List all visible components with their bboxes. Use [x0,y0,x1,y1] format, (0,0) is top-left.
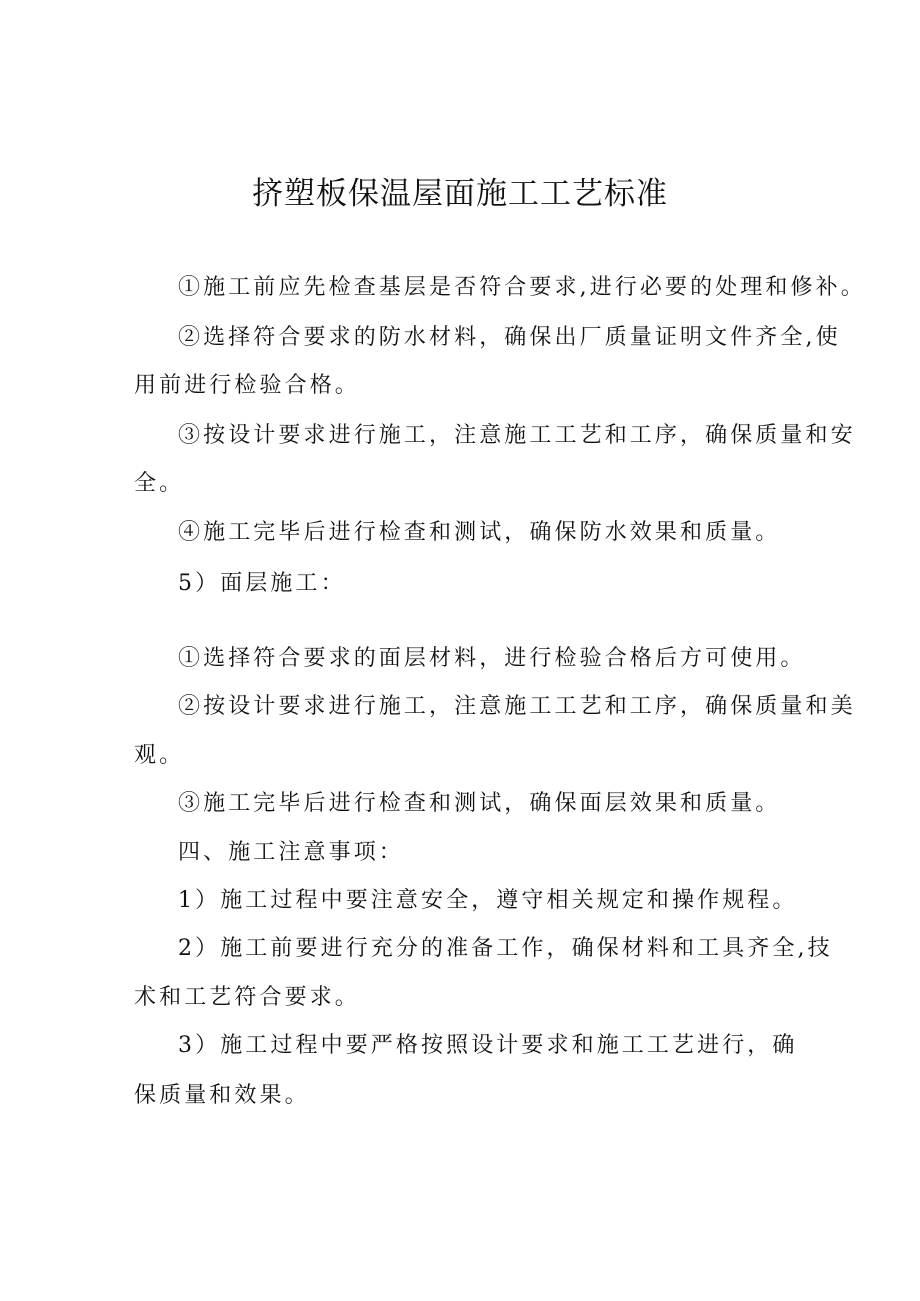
paragraph-line: 用前进行检验合格。 [134,373,360,398]
paragraph-line: ①选择符合要求的面层材料，进行检验合格后方可使用。 [178,646,806,671]
paragraph-line: 3）施工过程中要严格按照设计要求和施工工艺进行，确 [178,1033,798,1058]
paragraph-line: 观。 [134,743,185,768]
section-heading: 四、施工注意事项： [178,840,404,865]
paragraph-line: ②选择符合要求的防水材料，确保出厂质量证明文件齐全,使 [178,325,841,350]
paragraph-line: 2）施工前要进行充分的准备工作，确保材料和工具齐全,技 [178,936,833,961]
paragraph-line: ④施工完毕后进行检查和测试，确保防水效果和质量。 [178,520,781,545]
paragraph-line: 全。 [134,471,185,496]
document-title: 挤塑板保温屋面施工工艺标准 [252,176,668,212]
paragraph-line: ①施工前应先检查基层是否符合要求,进行必要的处理和修补。 [178,275,866,300]
paragraph-line: 保质量和效果。 [134,1083,310,1108]
paragraph-line: 术和工艺符合要求。 [134,985,360,1010]
paragraph-line: 1）施工过程中要注意安全，遵守相关规定和操作规程。 [178,888,798,913]
paragraph-line: ③施工完毕后进行检查和测试，确保面层效果和质量。 [178,791,781,816]
paragraph-line: ③按设计要求进行施工，注意施工工艺和工序，确保质量和安 [178,423,856,448]
paragraph-line: 5）面层施工： [178,571,346,596]
paragraph-line: ②按设计要求进行施工，注意施工工艺和工序，确保质量和美 [178,694,856,719]
